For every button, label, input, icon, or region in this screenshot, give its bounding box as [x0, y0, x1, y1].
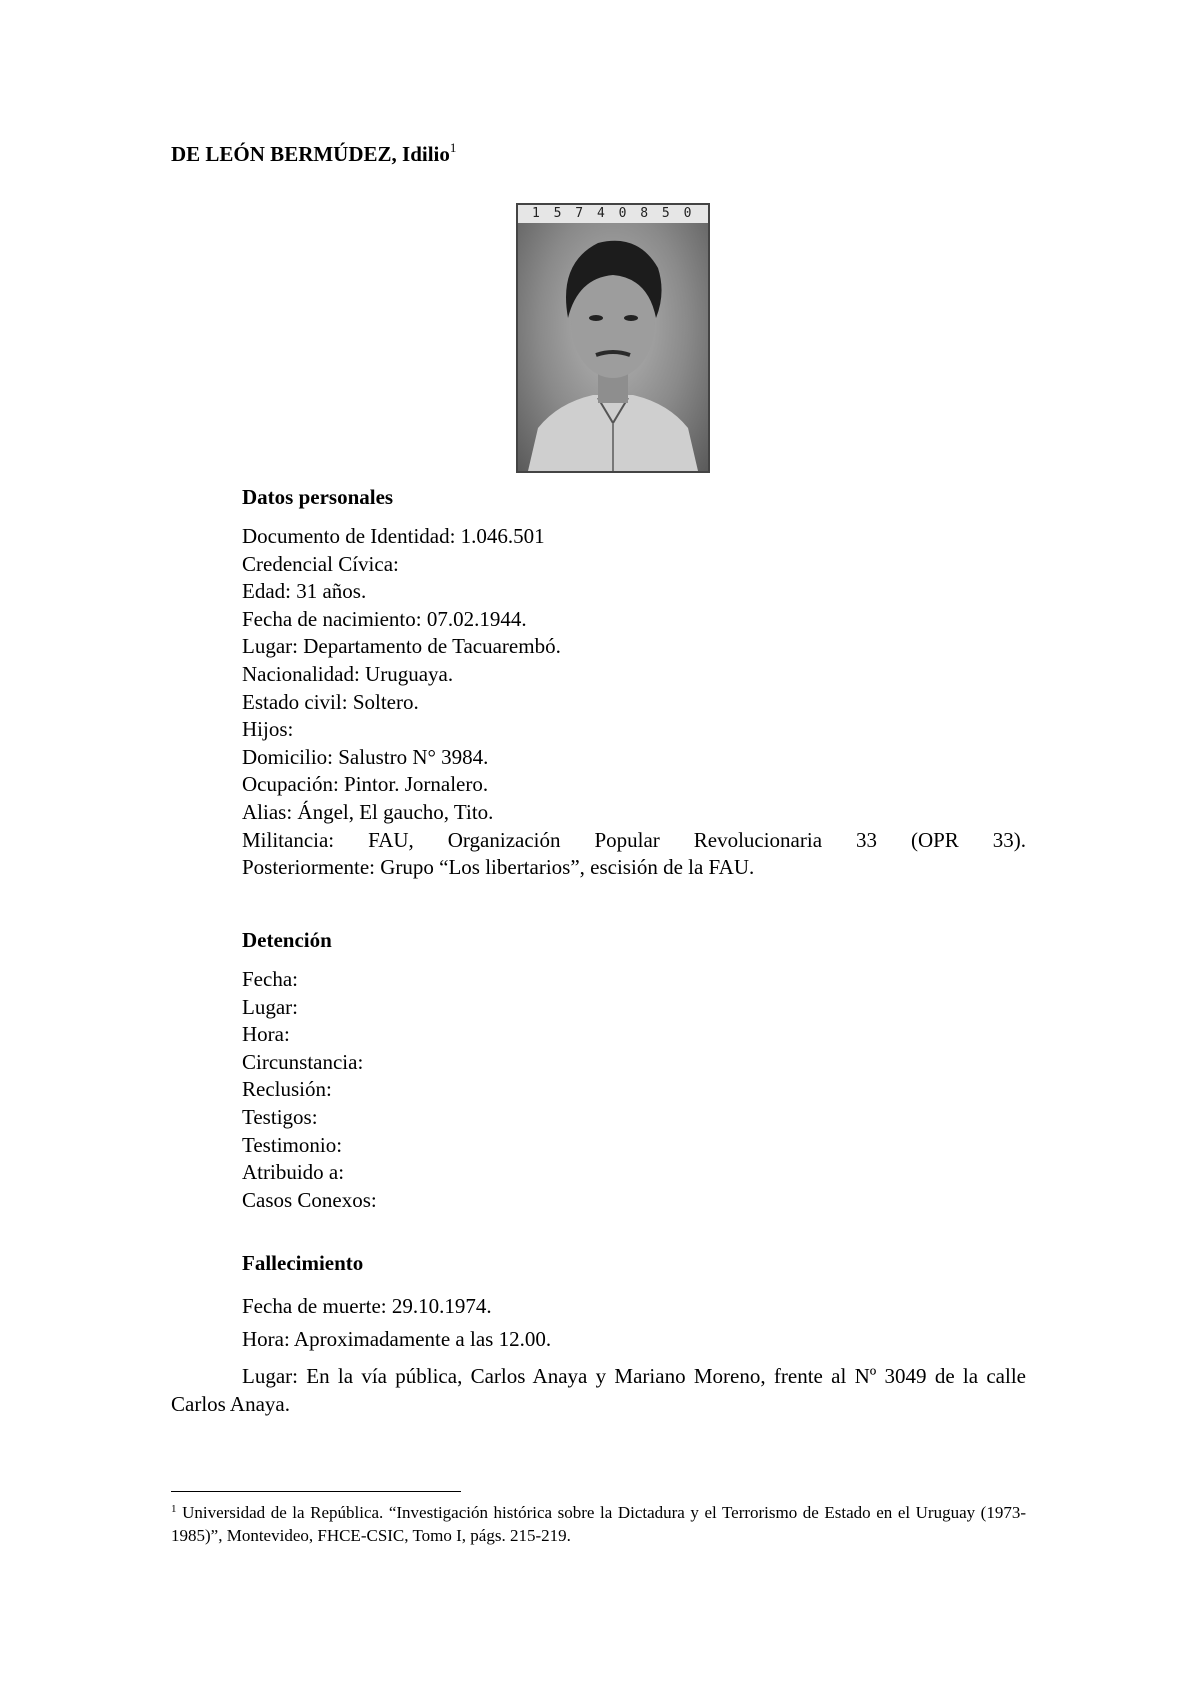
field-lugar: Lugar: Departamento de Tacuarembó. — [242, 634, 561, 659]
page-title — [171, 140, 456, 168]
field-lugar-muerte: Lugar: En la vía pública, Carlos Anaya y Mariano Moreno, frente al Nº 3049 de la calle Carlos Anaya. — [171, 1364, 1026, 1416]
portrait-photo — [516, 203, 710, 473]
field-edad: Edad: 31 años. — [242, 579, 367, 604]
footnote-text: Universidad de la República. “Investigación histórica sobre la Dictadura y el Terrorismo de Estado en el Uruguay (1973-1985)”, Montevideo, FHCE-CSIC, Tomo I, págs. 215-219. — [171, 1503, 1026, 1545]
field-circunstancia: Circunstancia: — [242, 1049, 364, 1074]
field-fecha: Fecha: — [242, 967, 298, 991]
field-testigos: Testigos: — [242, 1104, 318, 1129]
footnote-reference: 1 — [449, 140, 457, 155]
person-name: DE LEÓN BERMÚDEZ, Idilio — [171, 142, 450, 166]
photo-id-strip: 1 5 7 4 0 8 5 0 — [518, 205, 708, 223]
field-hora: Hora: — [242, 1022, 290, 1047]
section-detencion — [242, 926, 1026, 1214]
field-alias: Alias: Ángel, El gaucho, Tito. — [242, 799, 494, 824]
field-reclusion: Reclusión: — [242, 1077, 332, 1102]
field-casos-conexos: Casos Conexos: — [242, 1187, 377, 1212]
field-hora-muerte: Hora: Aproximadamente a las 12.00. — [242, 1326, 552, 1351]
footnote-divider — [171, 1491, 461, 1492]
section-datos-personales — [242, 483, 1026, 882]
heading-datos-personales: Datos personales — [242, 485, 394, 509]
section-fallecimiento — [242, 1249, 1026, 1353]
field-ocupacion: Ocupación: Pintor. Jornalero. — [242, 772, 489, 797]
field-posteriormente: Posteriormente: Grupo “Los libertarios”, escisión de la FAU. — [242, 855, 755, 880]
portrait-figure — [518, 223, 708, 471]
field-domicilio: Domicilio: Salustro N° 3984. — [242, 744, 489, 769]
heading-fallecimiento: Fallecimiento — [242, 1251, 364, 1275]
field-estado-civil: Estado civil: Soltero. — [242, 689, 419, 714]
footnote-number: 1 — [171, 1503, 177, 1515]
heading-detencion: Detención — [242, 928, 332, 952]
field-fecha-nacimiento: Fecha de nacimiento: 07.02.1944. — [242, 606, 527, 631]
field-credencial: Credencial Cívica: — [242, 551, 399, 576]
field-testimonio: Testimonio: — [242, 1132, 343, 1157]
field-lugar-detencion: Lugar: — [242, 994, 298, 1019]
field-hijos: Hijos: — [242, 717, 294, 742]
field-nacionalidad: Nacionalidad: Uruguaya. — [242, 661, 454, 686]
footnote — [171, 1501, 1026, 1547]
field-documento: Documento de Identidad: 1.046.501 — [242, 524, 545, 548]
field-militancia: Militancia: FAU, Organización Popular Revolucionaria 33 (OPR 33). — [242, 827, 1026, 852]
field-atribuido: Atribuido a: — [242, 1160, 345, 1185]
field-fecha-muerte: Fecha de muerte: 29.10.1974. — [242, 1294, 492, 1318]
